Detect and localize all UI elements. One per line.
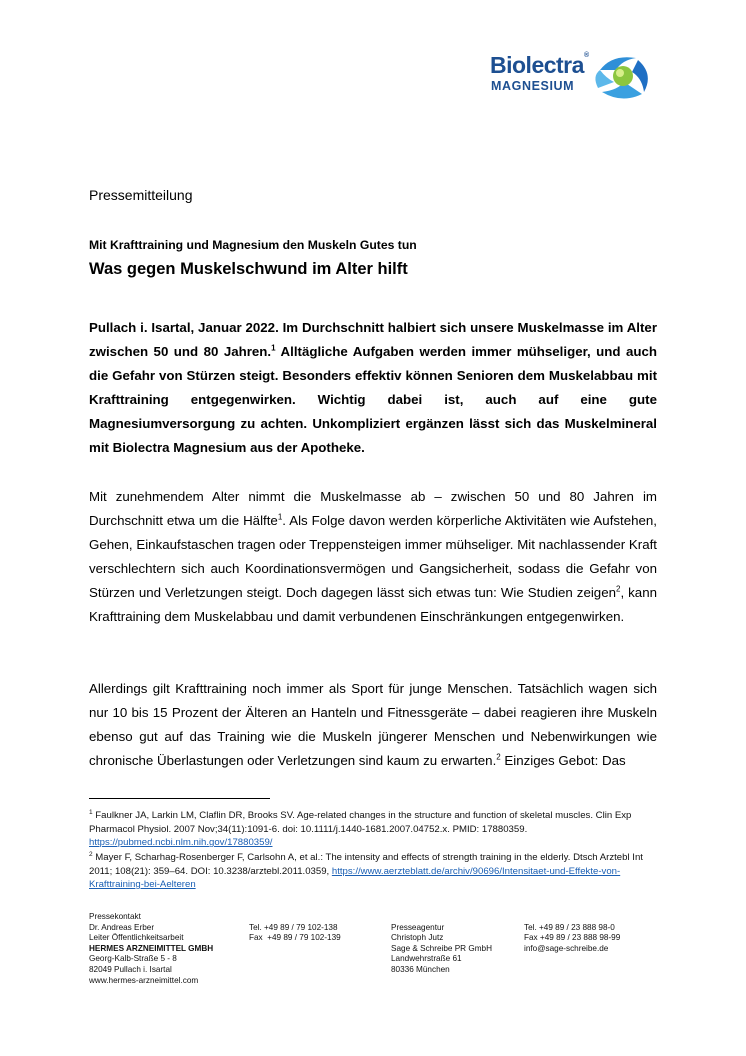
footnote-link[interactable]: https://www.aerzteblatt.de/archiv/90696/Intensitaet-und-Effekte-von-Krafttraining-bei-Aelteren [89, 865, 621, 891]
logo-product: MAGNESIUM [491, 79, 575, 93]
footnote-2: $^2$ Mayer F, Scharhag-Rosenberger F, Carlsohn A, et al.: The intensity and effects of strength training in the elderly. Dtsch Arztebl Int 2011; 108(21): 359–64. DOI: 10.3238/arztebl.2011.0359, https://www.aerzteblatt.de/archiv/90696/Intensitaet-und-Effekte-von-Krafttraining-bei-Aelteren [89, 851, 643, 891]
lead-paragraph: Pullach i. Isartal, Januar 2022. Im Durchschnitt halbiert sich unsere Muskelmasse im Alter zwischen 50 und 80 Jahren.$^1$ Alltägliche Aufgaben werden immer mühseliger, und auch die Gefahr von Stürzen steigt. Besonders effektiv können Senioren dem Muskelabbau mit Krafttraining entgegenwirken. Wichtig dabei ist, auch auf eine gute Magnesiumversorgung zu achten. Unkompliziert ergänzen lässt sich das Muskelmineral mit Biolectra Magnesium aus der Apotheke. [89, 320, 658, 455]
footnote-ref[interactable]: 1 [277, 512, 283, 522]
document-label: Pressemitteilung [89, 187, 193, 203]
footer-agency: Presseagentur Christoph Jutz Sage & Schreibe PR GmbH Landwehrstraße 61 80336 München [391, 922, 493, 974]
footnote-ref[interactable]: 1 [271, 343, 276, 353]
website-link[interactable]: www.hermes-arzneimittel.com [89, 975, 199, 985]
footnote-divider [89, 798, 270, 799]
biolectra-logo [490, 52, 660, 102]
footer-contact-phone: Tel. +49 89 / 79 102-138 Fax +49 89 / 79 102-139 [249, 922, 341, 943]
body-paragraph: Mit zunehmendem Alter nimmt die Muskelmasse ab – zwischen 50 und 80 Jahren im Durchschnitt etwa um die Hälfte$^1$. Als Folge davon werden körperliche Aktivitäten wie Aufstehen, Gehen, Einkaufstaschen tragen oder Treppensteigen immer mühseliger. Mit nachlassender Kraft verschlechtern sich auch Koordinationsvermögen und Gangsicherheit, sodass die Gefahr von Stürzen und Verletzungen steigt. Doch dagegen lässt sich etwas tun: Wie Studien zeigen$^2$, kann Krafttraining dem Muskelabbau und damit verbundenen Einschränkungen entgegenwirken. [89, 489, 658, 624]
logo-brand: Biolectra [490, 52, 584, 78]
subtitle: Mit Krafttraining und Magnesium den Muskeln Gutes tun [89, 238, 417, 252]
footer-press-contact: Pressekontakt Dr. Andreas Erber Leiter Öffentlichkeitsarbeit HERMES ARZNEIMITTEL GMBH Georg-Kalb-Straße 5 - 8 82049 Pullach i. Isartal www.hermes-arzneimittel.com [89, 912, 214, 985]
logo-registered: ® [583, 52, 589, 59]
footnote-1: $^1$ Faulkner JA, Larkin LM, Claflin DR, Brooks SV. Age-related changes in the structure and function of skeletal muscles. Clin Exp Pharmacol Physiol. 2007 Nov;34(11):1091-6. doi: 10.1111/j.1440-1681.2007.04752.x. PMID: 17880359. https://pubmed.ncbi.nlm.nih.gov/17880359/ [89, 809, 632, 849]
body-paragraph: Allerdings gilt Krafttraining noch immer als Sport für junge Menschen. Tatsächlich wagen sich nur 10 bis 15 Prozent der Älteren an Hanteln und Fitnessgeräte – dabei reagieren ihre Muskeln ebenso gut auf das Training wie die Muskeln jüngerer Menschen und Nebenwirkungen wie chronische Überlastungen oder Verletzungen sind kaum zu erwarten.$^2$ Einziges Gebot: Das [89, 681, 657, 768]
email-link[interactable]: info@sage-schreibe.de [524, 943, 609, 953]
magnesium-swirl-icon [592, 52, 654, 102]
footer-agency-phone: Tel. +49 89 / 23 888 98-0 Fax +49 89 / 23 888 98-99 info@sage-schreibe.de [524, 922, 621, 953]
footnote-ref[interactable]: 2 [616, 584, 621, 594]
page-title: Was gegen Muskelschwund im Alter hilft [89, 260, 408, 278]
footnote-link[interactable]: https://pubmed.ncbi.nlm.nih.gov/17880359/ [89, 837, 273, 849]
footnote-ref[interactable]: 2 [496, 752, 501, 762]
